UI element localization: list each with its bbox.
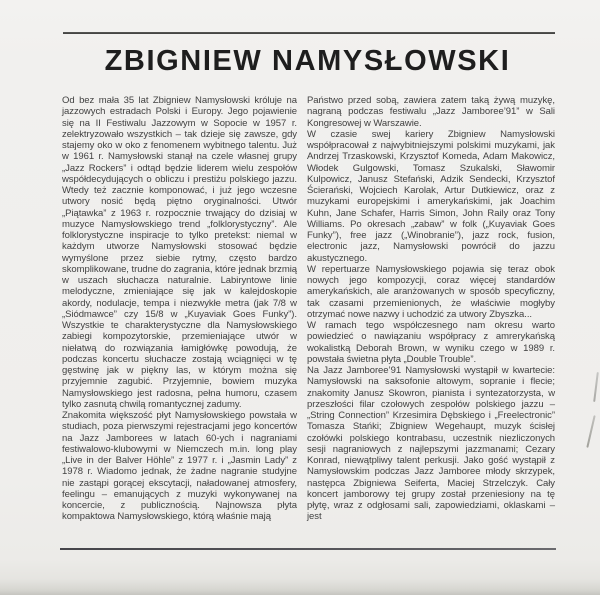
paragraph: W ramach tego współczesnego nam okresu warto powiedzieć o nawiązaniu współpracy z amrerykańską wokalistką Deborah Brown, w wyniku czego w 1989 r. powstała świetna płyta „Double Trouble”. [307,320,555,365]
text-columns [62,95,555,523]
staple-mark [586,415,595,448]
paragraph: Od bez mała 35 lat Zbigniew Namysłowski króluje na jazzowych estradach Polski i Europy. Jego pojawienie się na II Festiwalu Jazzowym w Sopocie w 1957 r. zelektryzowało wszystkich – tak dzieje się zawsze, gdy stajemy oko w oko z fenomenem wybitnego talentu. Już w 1961 r. Namysłowski stanął na czele własnej grupy „Jazz Rockers” i odtąd będzie liderem wielu zespołów współdecydujących o obliczu i prestiżu polskiego jazzu. Wtedy też zacznie komponować, i już jego wczesne utwory nosić będą piętno oryginalności. Utwór „Piątawka” z 1963 r. rozpocznie trwający do dzisiaj w muzyce Namysłowskiego trend „folklorystyczny”. Ale folklorystyczne inspiracje to tylko pretekst: niemal w każdym utworze Namysłowski stosować będzie wymyślone przez siebie rytmy, często bardzo skomplikowane, trudne do zagrania, które jednak brzmią w uszach słuchacza naturalnie. Labiryntowe linie melodyczne, zmieniające się jak w kalejdoskopie akordy, nodulacje, tempa i niezwykłe metra (jak 7/8 w „Siódmawce” czy 15/8 w „Kuyaviak Goes Funky”). Wszystkie te charakterystyczne dla Namysłowskiego zabiegi kompozytorskie, przemieniające utwór w niełatwą do rozwiązania łamigłówkę powodują, że podczas koncertu słuchacze zostają wciągnięci w tę gęstwinę jak w piękny las, w którym można się przyjemnie zagubić. Przyjemnie, bowiem muzyka Namysłowskiego jest radosna, pełna humoru, czasem tylko zasnutą chwilą romantycznej zadumy. [62,95,297,410]
page-title: ZBIGNIEW NAMYSŁOWSKI [104,45,511,77]
scan-edge-shadow [0,579,600,595]
top-divider [63,32,555,34]
paragraph: Państwo przed sobą, zawiera zatem taką żywą muzykę, nagraną podczas festiwalu „Jazz Jamboree’91” w Sali Kongresowej w Warszawie. [307,95,555,129]
bottom-divider [60,548,556,550]
left-column [62,95,297,523]
paragraph: W czasie swej kariery Zbigniew Namysłowski współpracował z najwybitniejszymi polskimi muzykami, jak Andrzej Trzaskowski, Krzysztof Komeda, Adam Makowicz, Włodek Gulgowski, Tomasz Szukalski, Sławomir Kulpowicz, Janusz Stefański, Adzik Sendecki, Krzysztof Ścierański, Wojciech Karolak, Artur Dutkiewicz, oraz z muzykami europejskimi i amerykańskimi, jak Joachim Kuhn, Jane Schafer, Harris Simon, John Raily oraz Tony Williams. Po okresach „zabaw” w folk („Kuyaviak Goes Funky”), free jazz („Winobranie”), jazz rock, fusion, electronic jazz, Namysłowski powrócił do jazzu akustycznego. [307,128,555,264]
paragraph: Na Jazz Jamboree’91 Namysłowski wystąpił w kwartecie: Namysłowski na saksofonie altowym, sopranie i flecie; znakomity Janusz Skowron, pianista i syntezatorzysta, w przeszłości filar czołowych zespołów polskiego jazzu – „String Connection” Krzesimira Dębskiego i „Freelectronic” Tomasza Stańki; Zbigniew Wegehaupt, muzyk ścisłej czołówki polskiego kontrabasu, uczestnik niezliczonych sesji nagraniowych z najlepszymi jazzmanami; Cezary Konrad, niewątpliwy talent perkusji. Jako gość wystąpił z Namysłowskim podczas Jazz Jamboree młody skrzypek, następca Zbigniewa Seiferta, Maciej Strzelczyk. Cały koncert jamborowy tej grupy został przeniesiony na tę płytę, wraz z odgłosami sali, zapowiedziami, oklaskami – jest [307,365,555,523]
staple-mark [593,372,599,402]
paragraph: Znakomita większość płyt Namysłowskiego powstała w studiach, poza pierwszymi rejestracjami jego koncertów na Jazz Jamborees w latach 60-ych i nagraniami festiwalowo-klubowymi w Niemczech m.in. long play „Live in der Balver Höhle” z 1977 r. i „Jasmin Lady” z 1978 r. Wiadomo jednak, że żadne nagranie studyjne nie zastąpi gorącej ekscytacji, naładowanej atmosfery, feelingu – emanujących z muzyki wykonywanej na koncercie, z publicznością. Najnowsza płyta kompaktowa Namysłowskiego, którą właśnie mają [62,410,297,523]
paragraph: W repertuarze Namysłowskiego pojawia się teraz obok nowych jego kompozycji, coraz więcej standardów amerykańskich, ale aranżowanych w sposób specyficzny, tak czasami przemienionych, że właściwie mogłyby otrzymać nowe nazwy i uchodzić za utwory Zbyszka... [307,263,555,320]
right-column [307,95,555,523]
